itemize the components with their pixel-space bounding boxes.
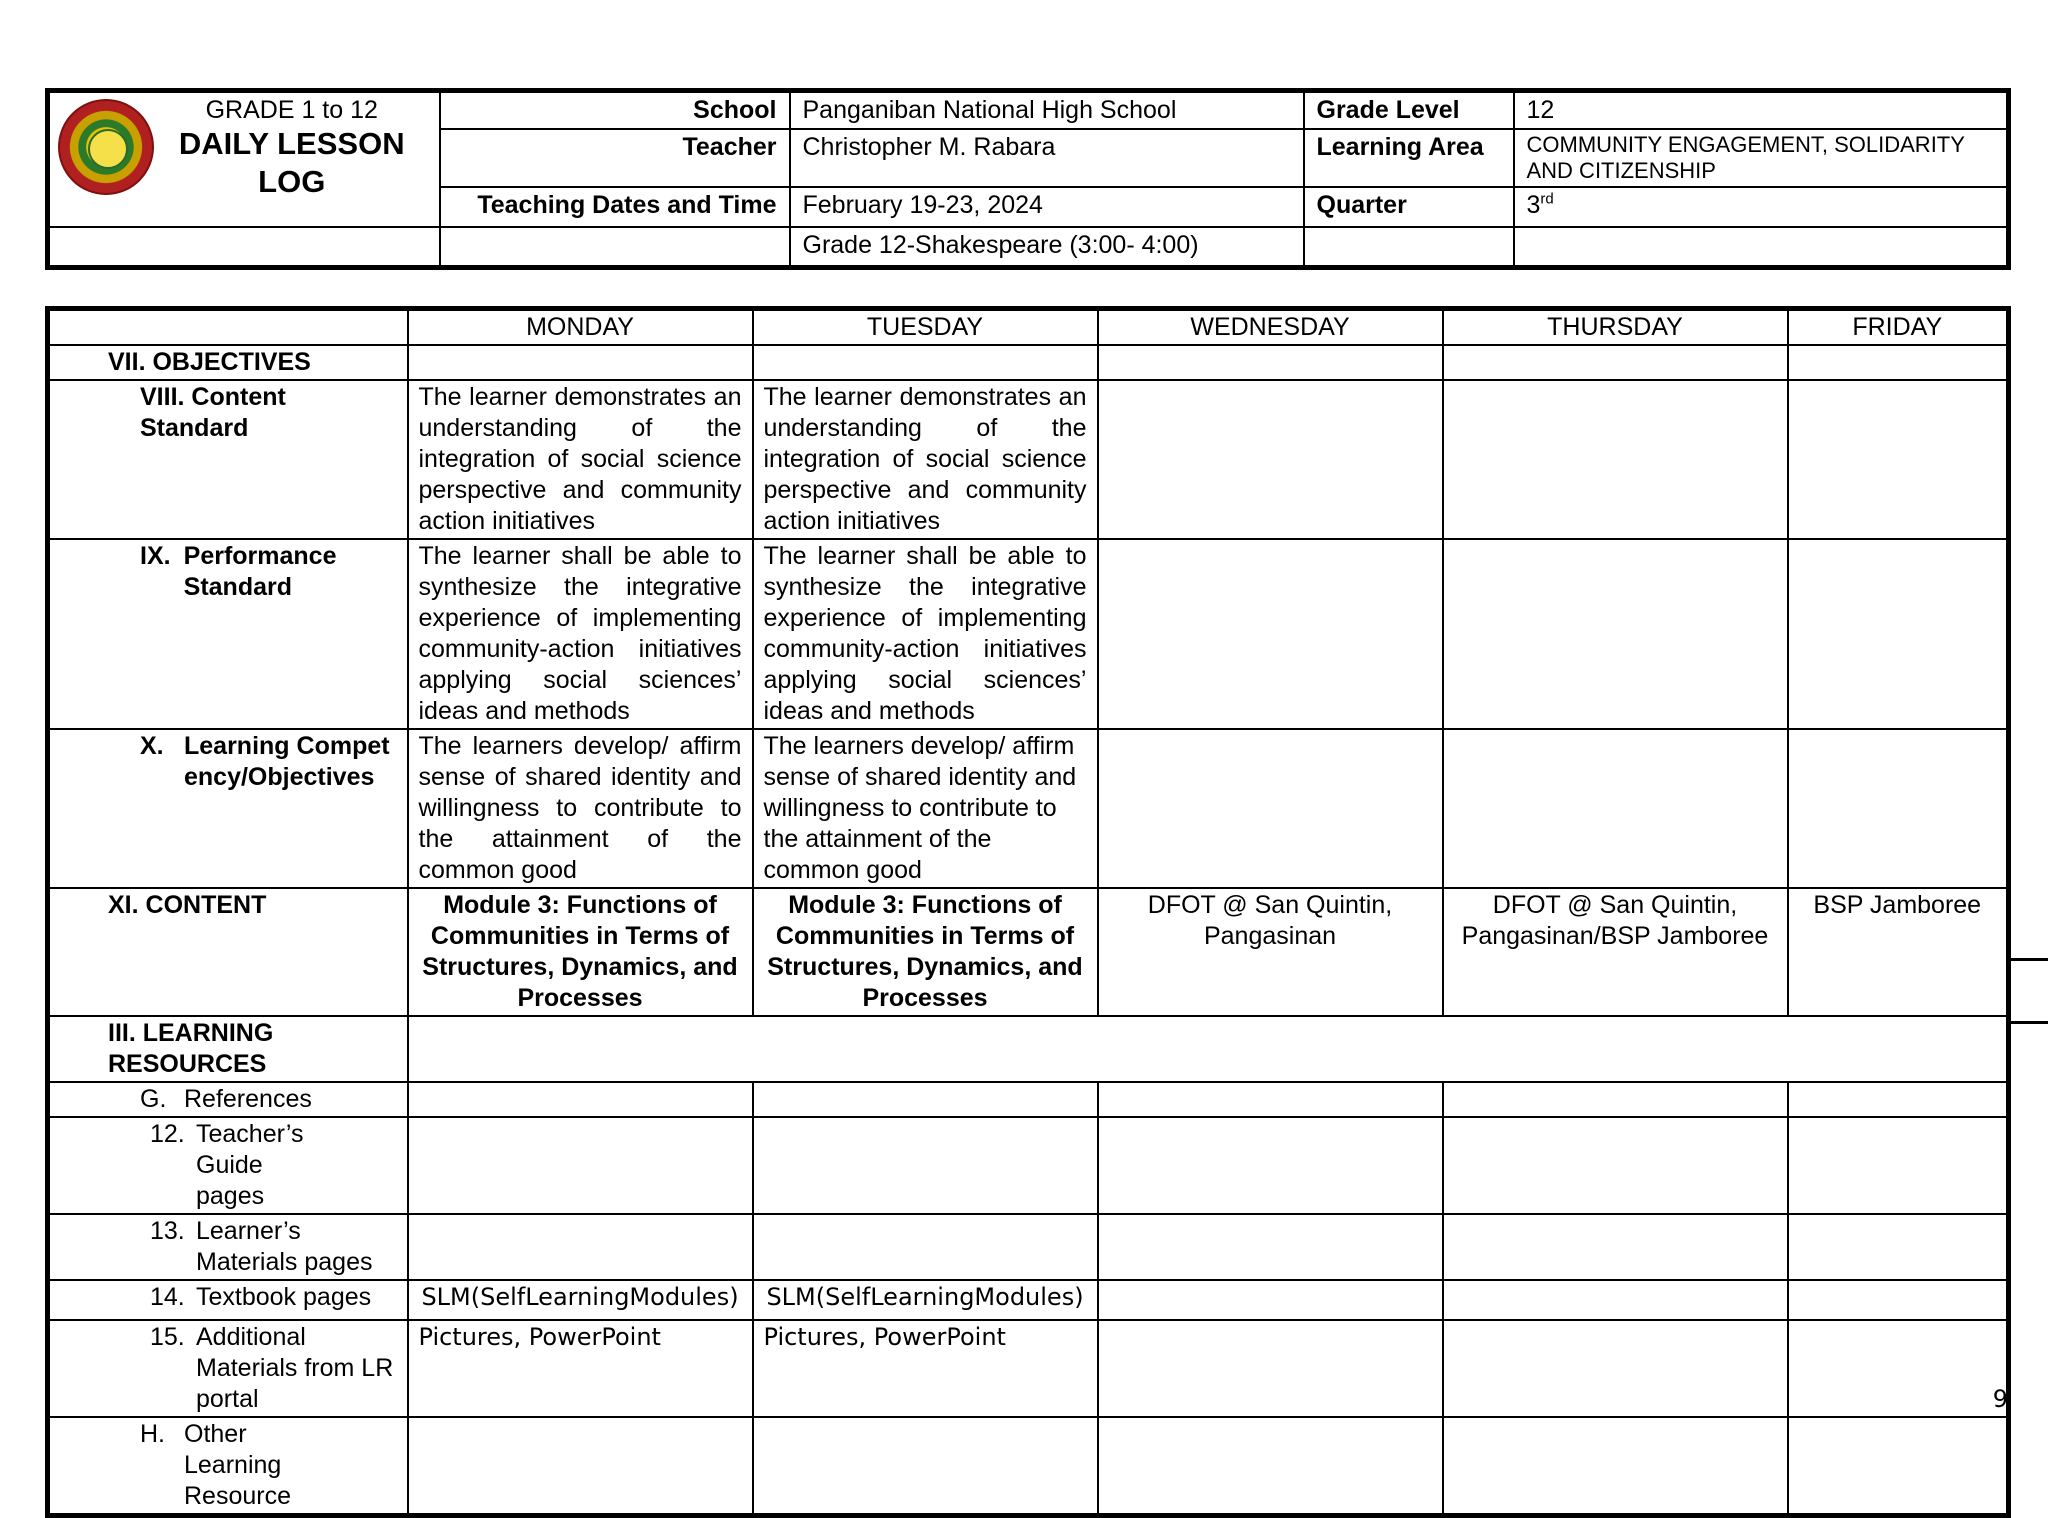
competency-label: X. Learning Competency/Objectives [48,729,408,888]
empty-cell [408,1016,2009,1082]
learning-area-value: COMMUNITY ENGAGEMENT, SOLIDARITY AND CITIZENSHIP [1514,129,2009,187]
empty-cell [1304,227,1514,267]
day-header-monday: MONDAY [408,309,753,346]
performance-standard-label: IX. Performance Standard [48,539,408,729]
learning-area-label: Learning Area [1304,129,1514,187]
content-heading: XI. CONTENT [48,888,408,1016]
additional-tuesday: Pictures, PowerPoint [753,1320,1098,1417]
learning-resources-heading: III. LEARNING RESOURCES [48,1016,408,1082]
objectives-heading: VII. OBJECTIVES [48,345,408,380]
lesson-log-table [45,306,2011,1518]
grade-level-value: 12 [1514,91,2009,130]
textbook-label: 14. Textbook pages [48,1280,408,1320]
quarter-label: Quarter [1304,187,1514,227]
teacher-label: Teacher [440,129,790,187]
header-table [45,88,2011,270]
performance-standard-tuesday: The learner shall be able to synthesize the integrative experience of implementing community-action initiatives applying social sciences’ ideas and methods [753,539,1098,729]
empty-cell [48,309,408,346]
competency-tuesday: The learners develop/ affirm sense of shared identity and willingness to contribute to the attainment of the common good [753,729,1098,888]
table-overflow-line [2006,958,2048,961]
empty-cell [440,227,790,267]
day-header-tuesday: TUESDAY [753,309,1098,346]
competency-monday: The learners develop/ affirm sense of shared identity and willingness to contribute to the attainment of the common good [408,729,753,888]
performance-standard-monday: The learner shall be able to synthesize the integrative experience of implementing community-action initiatives applying social sciences’ ideas and methods [408,539,753,729]
empty-cell [48,227,440,267]
empty-cell [1514,227,2009,267]
learners-materials-label: 13. Learner’s Materials pages [48,1214,408,1280]
content-standard-label: VIII. Content Standard [48,380,408,539]
day-header-wednesday: WEDNESDAY [1098,309,1443,346]
title-cell [48,91,440,228]
grade-range: GRADE 1 to 12 [205,96,378,124]
page-number: 9 [1992,1385,2008,1413]
school-value: Panganiban National High School [790,91,1304,130]
content-wednesday: DFOT @ San Quintin, Pangasinan [1098,888,1443,1016]
dates-value: February 19-23, 2024 [790,187,1304,227]
school-seal-logo [58,99,154,195]
content-monday: Module 3: Functions of Communities in Terms of Structures, Dynamics, and Processes [408,888,753,1016]
content-standard-monday: The learner demonstrates an understanding of the integration of social science perspective and community action initiatives [408,380,753,539]
content-standard-tuesday: The learner demonstrates an understanding of the integration of social science perspective and community action initiatives [753,380,1098,539]
grade-level-label: Grade Level [1304,91,1514,130]
section-value: Grade 12-Shakespeare (3:00- 4:00) [790,227,1304,267]
quarter-value: 3rd [1514,187,2009,227]
teacher-value: Christopher M. Rabara [790,129,1304,187]
school-label: School [440,91,790,130]
day-header-friday: FRIDAY [1788,309,2009,346]
content-friday: BSP Jamboree [1788,888,2009,1016]
textbook-monday: SLM(SelfLearningModules) [408,1280,753,1320]
document-title: DAILY LESSON LOG [178,126,405,199]
content-tuesday: Module 3: Functions of Communities in Terms of Structures, Dynamics, and Processes [753,888,1098,1016]
references-label: G. References [48,1082,408,1117]
table-overflow-line [2006,1021,2048,1024]
content-thursday: DFOT @ San Quintin, Pangasinan/BSP Jamboree [1443,888,1788,1016]
textbook-tuesday: SLM(SelfLearningModules) [753,1280,1098,1320]
other-resource-label: H. Other Learning Resource [48,1417,408,1516]
additional-materials-label: 15. Additional Materials from LR portal [48,1320,408,1417]
teachers-guide-label: 12. Teacher’s Guide pages [48,1117,408,1214]
additional-monday: Pictures, PowerPoint [408,1320,753,1417]
dates-label: Teaching Dates and Time [440,187,790,227]
day-header-thursday: THURSDAY [1443,309,1788,346]
